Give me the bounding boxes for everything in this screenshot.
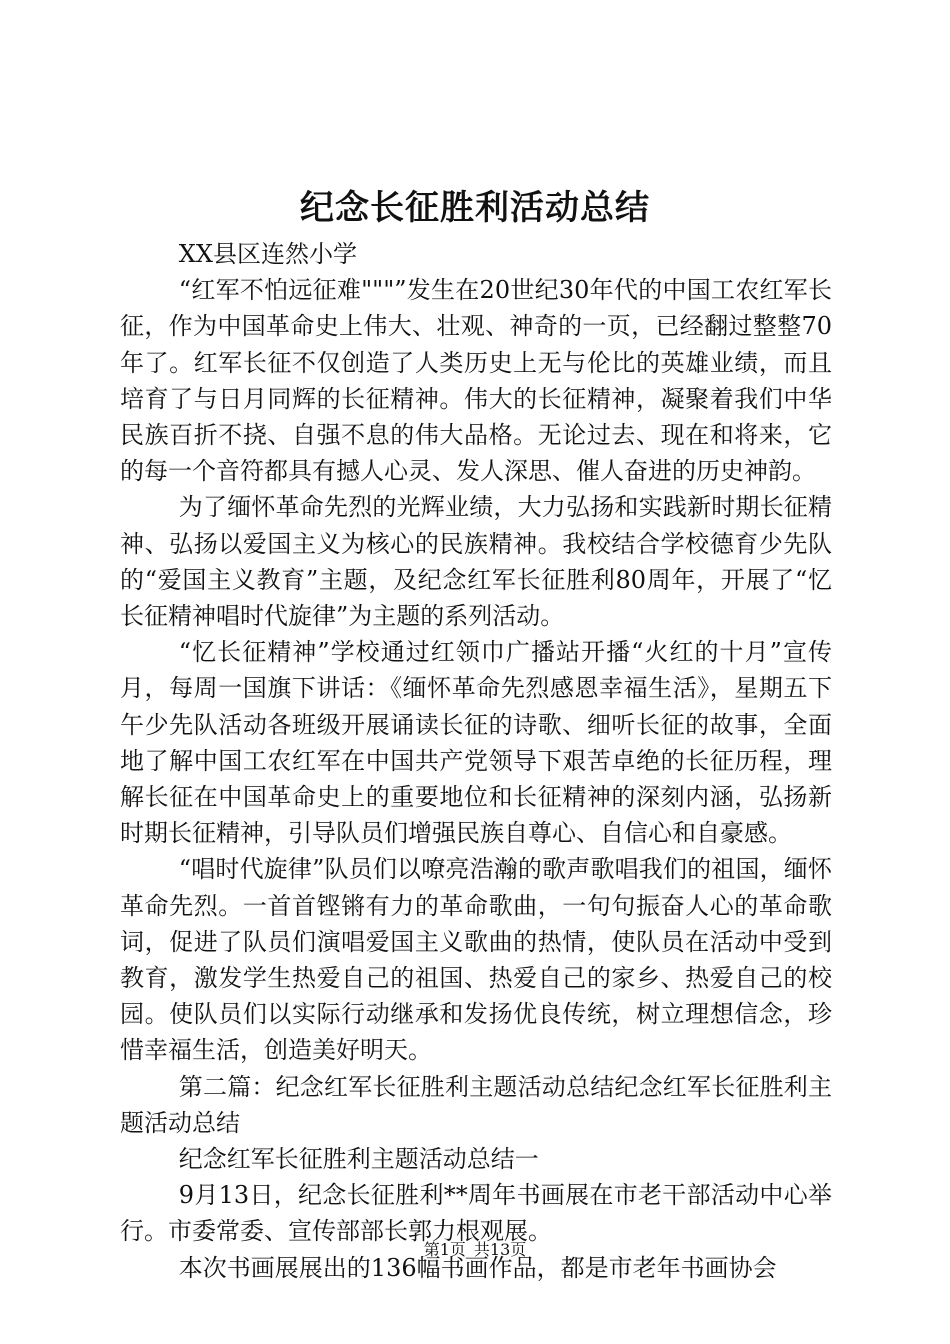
paragraph: “唱时代旋律”队员们以嘹亮浩瀚的歌声歌唱我们的祖国，缅怀革命先烈。一首首铿锵有力的革命歌曲，一句句振奋人心的革命歌词，促进了队员们演唱爱国主义歌曲的热情，使队员在活动中受到教育，激发学生热爱自己的祖国、热爱自己的家乡、热爱自己的校园。使队员们以实际行动继承和发扬优良传统，树立理想信念，珍惜幸福生活，创造美好明天。 bbox=[120, 855, 832, 1065]
author-line: XX县区连然小学 bbox=[178, 240, 357, 268]
page-footer bbox=[0, 1238, 950, 1262]
paragraph: 本次书画展展出的136幅书画作品，都是市老年书画协会 bbox=[178, 1253, 777, 1282]
section-heading: 第二篇：纪念红军长征胜利主题活动总结纪念红军长征胜利主题活动总结 bbox=[120, 1072, 832, 1137]
subsection-heading: 纪念红军长征胜利主题活动总结一 bbox=[178, 1145, 539, 1174]
paragraph: 9月13日，纪念长征胜利**周年书画展在市老干部活动中心举行。市委常委、宣传部部长郭力根观展。 bbox=[120, 1181, 832, 1246]
page-total: 共13页 bbox=[473, 1240, 527, 1259]
document-body bbox=[120, 236, 832, 1286]
document-title: 纪念长征胜利活动总结 bbox=[300, 188, 650, 228]
paragraph: 为了缅怀革命先烈的光辉业绩，大力弘扬和实践新时期长征精神、弘扬以爱国主义为核心的民族精神。我校结合学校德育少先队的“爱国主义教育”主题，及纪念红军长征胜利80周年，开展了“忆长征精神唱时代旋律”为主题的系列活动。 bbox=[120, 493, 832, 631]
paragraph: “忆长征精神”学校通过红领巾广播站开播“火红的十月”宣传月，每周一国旗下讲话：《缅怀革命先烈感恩幸福生活》，星期五下午少先队活动各班级开展诵读长征的诗歌、细听长征的故事，全面地了解中国工农红军在中国共产党领导下艰苦卓绝的长征历程，理解长征在中国革命史上的重要地位和长征精神的深刻内涵，弘扬新时期长征精神，引导队员们增强民族自尊心、自信心和自豪感。 bbox=[120, 638, 832, 848]
page-number: 第1页 bbox=[423, 1240, 466, 1259]
paragraph: “红军不怕远征难"""”发生在20世纪30年代的中国工农红军长征，作为中国革命史上伟大、壮观、神奇的一页，已经翻过整整70年了。红军长征不仅创造了人类历史上无与伦比的英雄业绩，而且培育了与日月同辉的长征精神。伟大的长征精神，凝聚着我们中华民族百折不挠、自强不息的伟大品格。无论过去、现在和将来，它的每一个音符都具有撼人心灵、发人深思、催人奋进的历史神韵。 bbox=[120, 276, 832, 486]
